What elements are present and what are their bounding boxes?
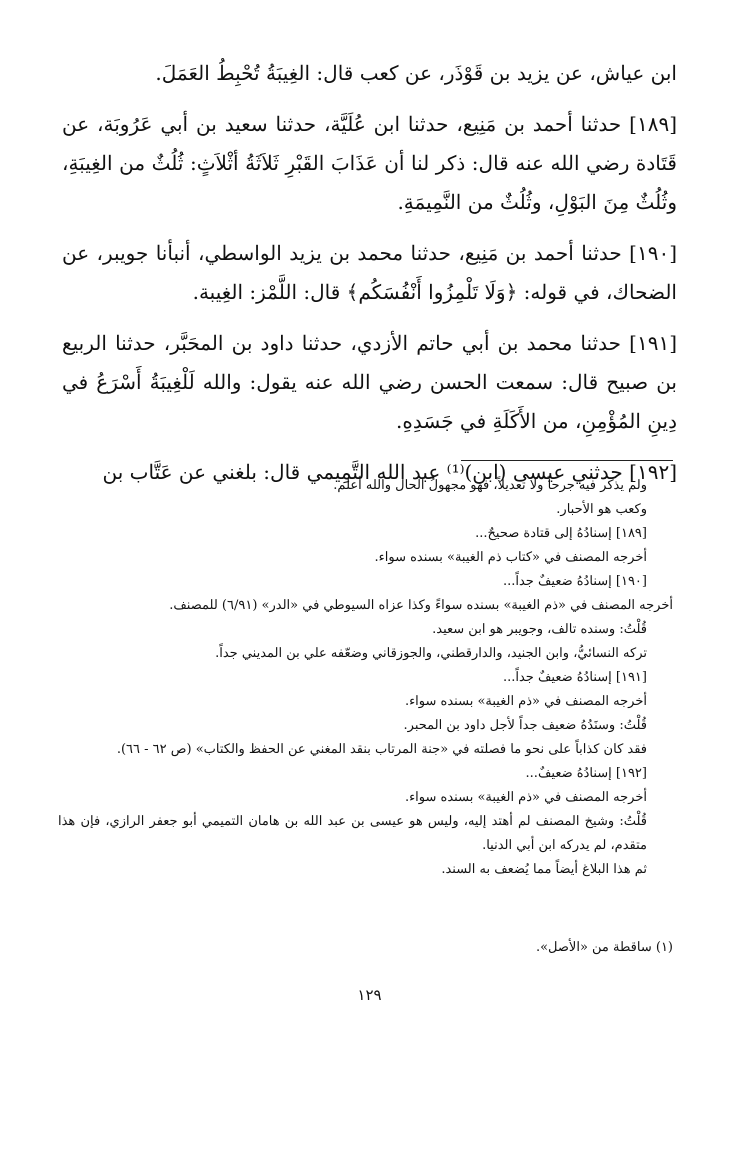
note-line: قُلْتُ: وسنَدُهُ ضعيف جداً لأجل داود بن المحبر.: [403, 718, 647, 733]
note-line: أخرجه المصنف في «ذم الغيبة» بسنده سواءً وكذا عزاه السيوطي في «الدر» (٦/٩١) للمصنف.: [169, 598, 673, 613]
note-line: فقد كان كذاباً على نحو ما فصلته في «جنة المرتاب بنقد المغني عن الحفظ والكتاب» (ص ٦٢ - ٦٦).: [116, 742, 647, 757]
commentary-notes: [58, 474, 673, 882]
note-line: أخرجه المصنف في «كتاب ذم الغيبة» بسنده سواء.: [374, 550, 647, 565]
note-line: أخرجه المصنف في «ذم الغيبة» بسنده سواء.: [404, 790, 647, 805]
main-text-block: [62, 54, 677, 504]
text-paragraph: ابن عياش، عن يزيد بن قَوْذَر، عن كعب قال: الغِيبَةُ تُحْبِطُ العَمَلَ.: [155, 61, 677, 85]
hadith-192: [١٩٢] حدثني عيسى (ابن)⁽¹⁾ عبد الله التَّمِيمي قال: بلغني عن عَتَّاب بن: [102, 460, 677, 484]
note-line: ثم هذا البلاغ أيضاً مما يُضعف به السند.: [441, 862, 647, 877]
note-line: وكعب هو الأحبار.: [556, 502, 647, 517]
note-line: قُلْتُ: وسنده تالف، وجويبر هو ابن سعيد.: [432, 622, 647, 637]
page-number: ١٢٩: [357, 986, 382, 1004]
note-line: أخرجه المصنف في «ذم الغيبة» بسنده سواء.: [404, 694, 647, 709]
footnote: (١) ساقطة من «الأصل».: [535, 940, 673, 955]
note-line: ولم يذكر فيه جرحاً ولا تعديلاً، فهو مجهولُ الحال والله أعلم.: [333, 478, 647, 493]
hadith-191: [١٩١] حدثنا محمد بن أبي حاتم الأزدي، حدثنا داود بن المحَبَّر، حدثنا الربيع بن صبيح قال: سمعت الحسن رضي الله عنه يقول: والله لَلْغِيبَةُ أَسْرَعُ في دِينِ المُؤْمِنِ، من الأَكَلَةِ في جَسَدِهِ.: [62, 331, 677, 433]
note-line: تركه النسائيُّ، وابن الجنيد، والدارقطني، والجوزقاني وضعّفه علي بن المديني جداً.: [215, 646, 647, 661]
note-line: [١٩١] إسنادُهُ ضعيفٌ جداً...: [502, 670, 647, 685]
hadith-190: [١٩٠] حدثنا أحمد بن مَنِيع، حدثنا محمد بن يزيد الواسطي، أنبأنا جويبر، عن الضحاك، في قوله: ﴿وَلَا تَلْمِزُوا أَنْفُسَكُم﴾ قال: اللَّمْز: الغِيبة.: [62, 241, 677, 304]
note-line: [١٩٢] إسنادُهُ ضعيفٌ...: [525, 766, 647, 781]
note-line: [١٩٠] إسنادُهُ ضعيفٌ جداً...: [502, 574, 647, 589]
footnote-separator: [461, 460, 673, 461]
note-line: قُلْتُ: وشيخ المصنف لم أهتد إليه، وليس هو عيسى بن عبد الله بن هامان التميمي أبو جعفر الرازي، فإن هذا متقدم، لم يدركه ابن أبي الدنيا.: [58, 814, 647, 853]
hadith-189: [١٨٩] حدثنا أحمد بن مَنِيع، حدثنا ابن عُلَيَّة، حدثنا سعيد بن أبي عَرُوبَة، عن قَتَادة رضي الله عنه قال: ذكر لنا أن عَذَابَ القَبْرِ ثَلاَثَةُ أثْلاَثٍ: ثُلُثٌ من الغِيبَةِ، وثُلُثٌ مِنَ البَوْلِ، وثُلُثٌ من النَّمِيمَةِ.: [62, 112, 677, 214]
note-line: [١٨٩] إسنادُهُ إلى قتادة صحيحٌ...: [475, 526, 647, 541]
